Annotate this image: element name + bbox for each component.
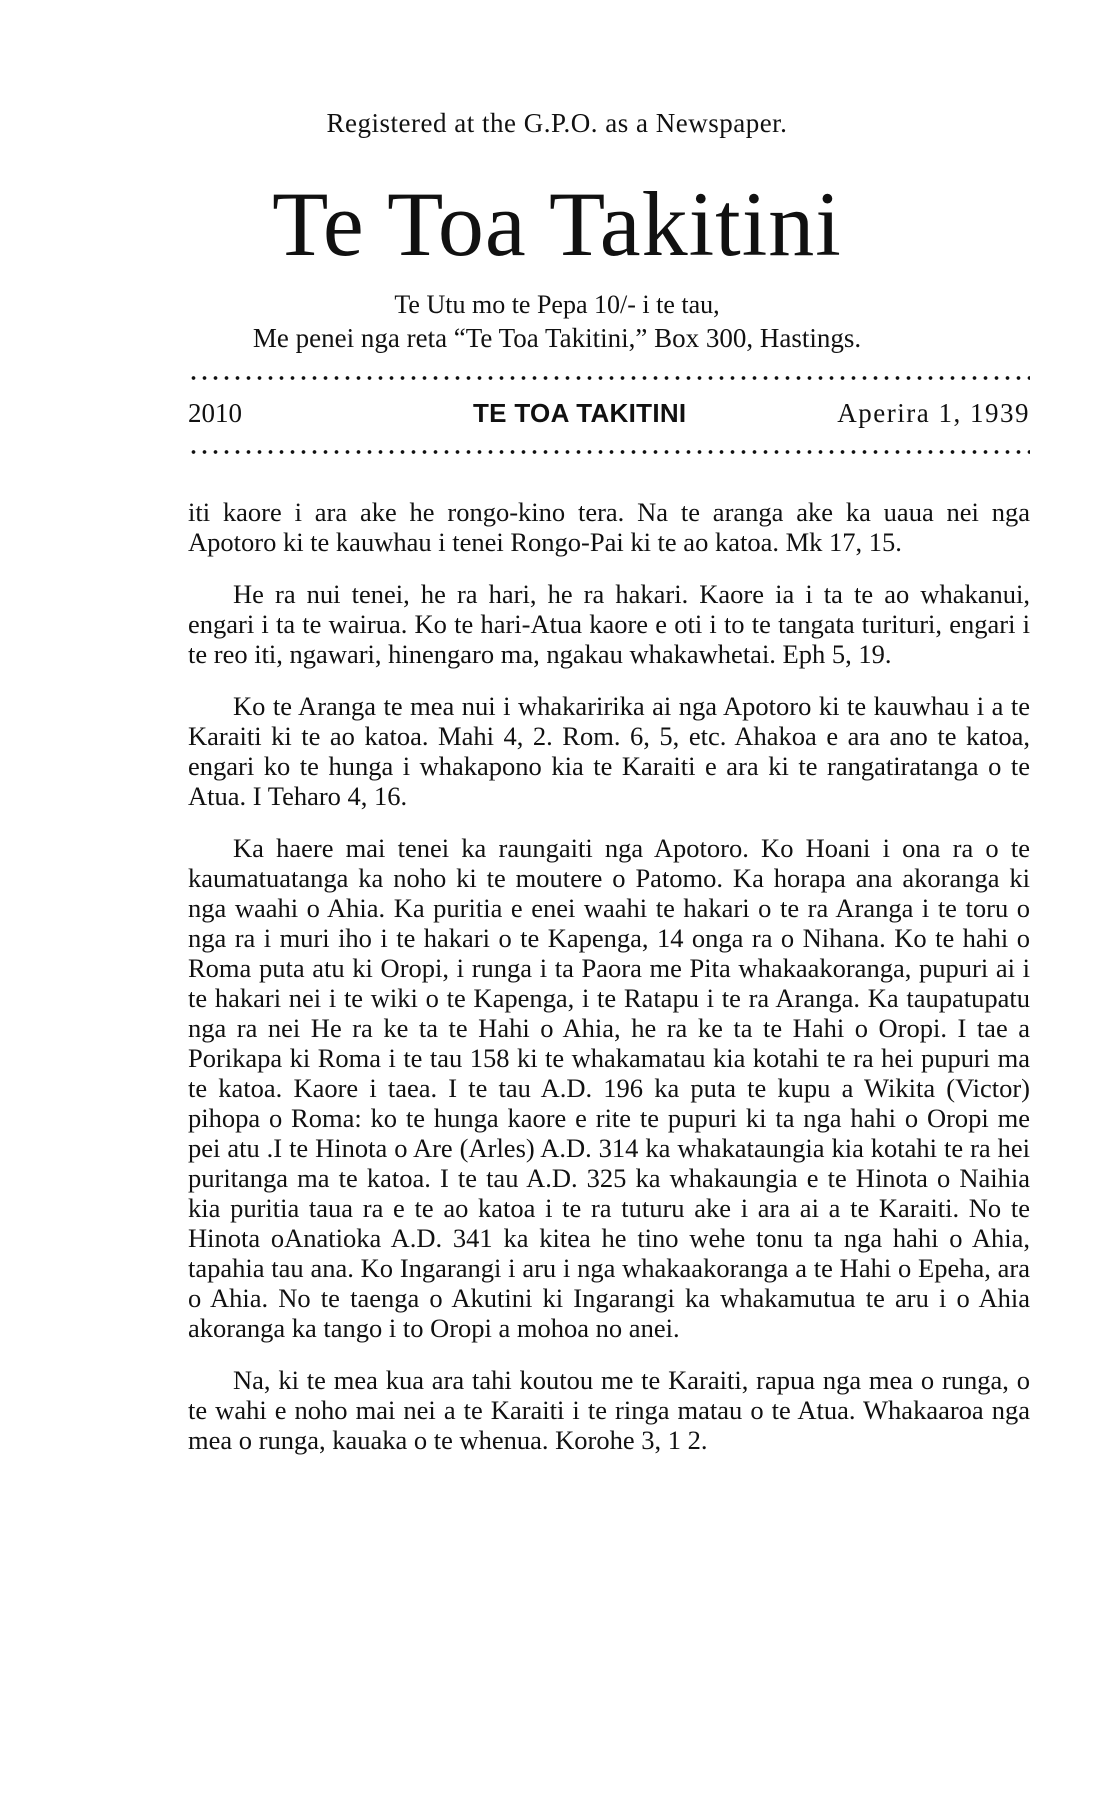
article-paragraph: Na, ki te mea kua ara tahi koutou me te Karaiti, rapua nga mea o runga, o te wahi e noho mai nei a te Karaiti i te ringa matau o te Atua. Whakaaroa nga mea o runga, kauaka o te whenua. Korohe 3, 1 2. bbox=[188, 1365, 1030, 1455]
article-paragraph: Ko te Aranga te mea nui i whakaririka ai nga Apotoro ki te kauwhau i a te Karaiti ki te ao katoa. Mahi 4, 2. Rom. 6, 5, etc. Ahakoa e ara ano te katoa, engari ko te hunga i whakapono kia te Karaiti e ara ki te rangatiratanga o te Atua. I Teharo 4, 16. bbox=[188, 691, 1030, 811]
address-line: Me penei nga reta “Te Toa Takitini,” Box 300, Hastings. bbox=[252, 323, 862, 353]
dotted-rule-bottom bbox=[188, 449, 1030, 455]
page-number: 2010 bbox=[188, 398, 242, 428]
subscription-line: Te Utu mo te Pepa 10/- i te tau, bbox=[394, 290, 720, 319]
running-title: TE TOA TAKITINI bbox=[473, 398, 687, 428]
issue-date: Aperira 1, 1939 bbox=[837, 398, 1030, 428]
masthead-title: Te Toa Takitini bbox=[272, 173, 842, 275]
article-paragraph: Ka haere mai tenei ka raungaiti nga Apotoro. Ko Hoani i ona ra o te kaumatuatanga ka noho ki te moutere o Patomo. Ka horapa ana akoranga ki nga waahi o Ahia. Ka puritia e enei waahi te hakari o te ra Aranga i te toru o nga ra i muri iho i te hakari o te Kapenga, 14 onga ra o Nihana. Ko te hahi o Roma puta atu ki Oropi, i runga i ta Paora me Pita whakaakoranga, pupuri ai i te hakari nei i te wiki o te Kapenga, i te Ratapu i te ra Aranga. Ka taupatupatu nga ra nei He ra ke ta te Hahi o Ahia, he ra ke ta te Hahi o Oropi. I tae a Porikapa ki Roma i te tau 158 ki te whakamatau kia kotahi te ra hei pupuri ma te katoa. Kaore i taea. I te tau A.D. 196 ka puta te kupu a Wikita (Victor) pihopa o Roma: ko te hunga kaore e rite te pupuri ki ta nga hahi o Oropi me pei atu .I te Hinota o Are (Arles) A.D. 314 ka whakataungia kia kotahi te ra hei puritanga ma te katoa. I te tau A.D. 325 ka whakaungia e te Hinota o Naihia kia puritia taua ra e te ao katoa i te ra tuturu ake i ara ai a te Karaiti. No te Hinota oAnatioka A.D. 341 ka kitea he tino wehe tonu ta nga hahi o Ahia, tapahia tau ana. Ko Ingarangi i aru i nga whakaakoranga a te Hahi o Epeha, ara o Ahia. No te taenga o Akutini ki Ingarangi ka whakamutua te aru i o Ahia akoranga ka tango i to Oropi a mohoa no anei. bbox=[188, 833, 1030, 1343]
dotted-rule-top bbox=[188, 375, 1030, 381]
article-body bbox=[188, 497, 1030, 1455]
article-paragraph: He ra nui tenei, he ra hari, he ra hakari. Kaore ia i ta te ao whakanui, engari i ta te wairua. Ko te hari-Atua kaore e oti i to te tangata turituri, engari i te reo iti, ngawari, hinengaro ma, ngakau whakawhetai. Eph 5, 19. bbox=[188, 579, 1030, 669]
running-header bbox=[188, 398, 1030, 438]
article-paragraph: iti kaore i ara ake he rongo-kino tera. Na te aranga ake ka uaua nei nga Apotoro ki te kauwhau i tenei Rongo-Pai ki te ao katoa. Mk 17, 15. bbox=[188, 497, 1030, 557]
registration-notice: Registered at the G.P.O. as a Newspaper. bbox=[326, 108, 788, 138]
